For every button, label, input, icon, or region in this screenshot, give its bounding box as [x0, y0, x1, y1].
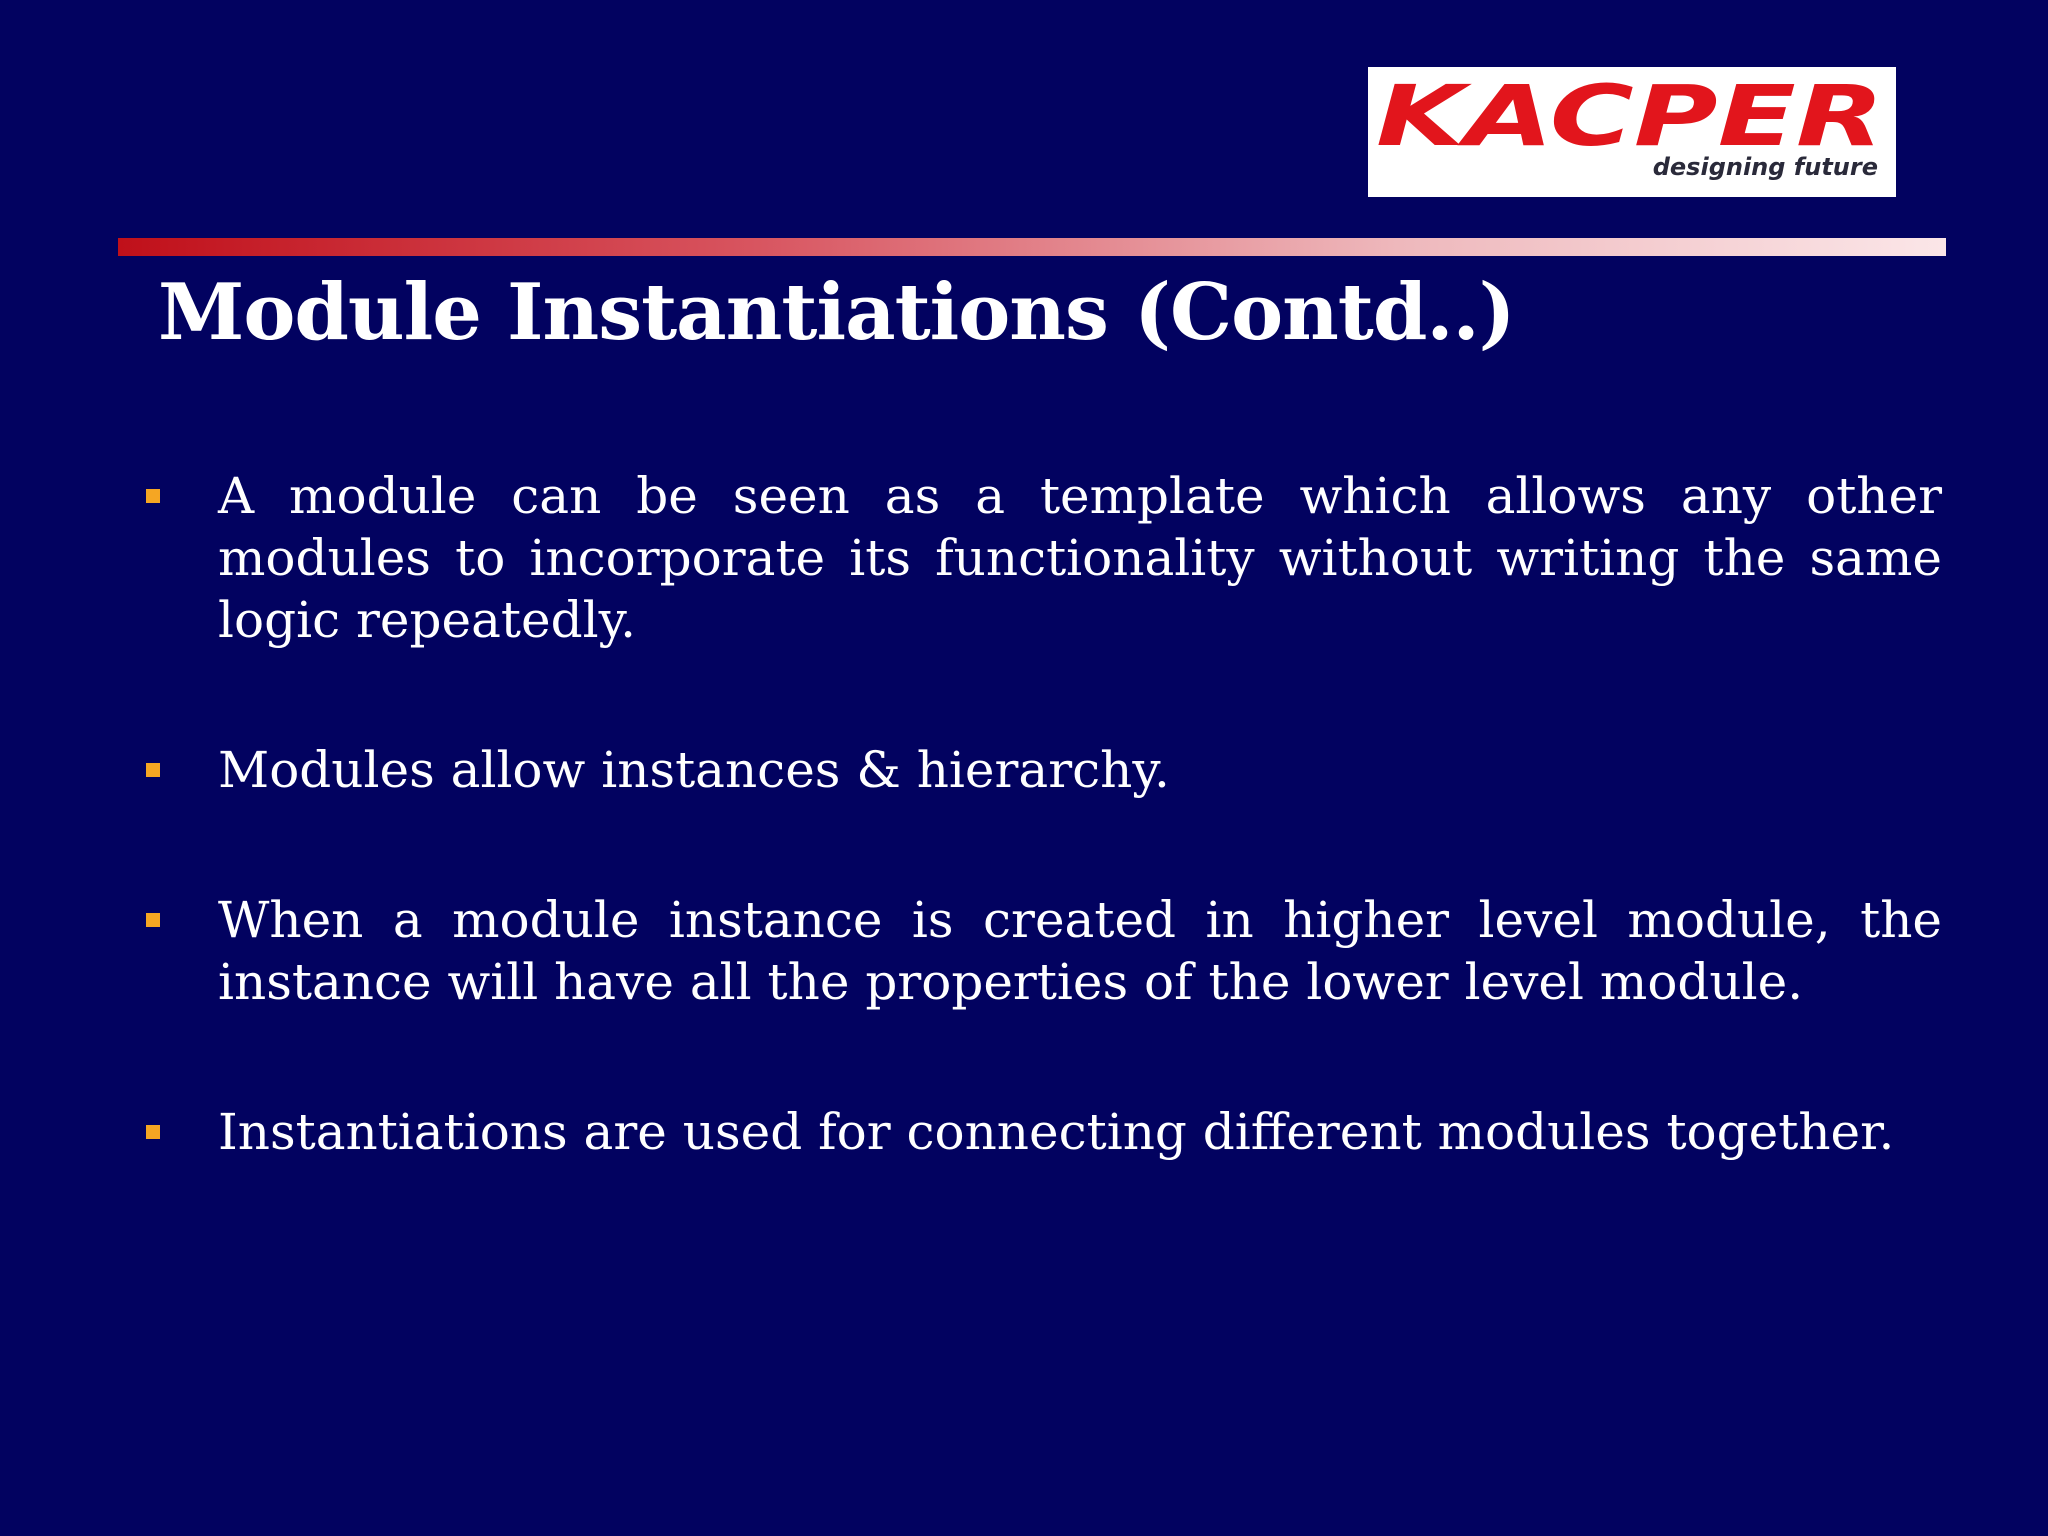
- bullet-text: Modules allow instances & hierarchy.: [218, 741, 1170, 799]
- bullet-item: [140, 465, 1942, 651]
- logo-tagline-text: designing future: [1652, 153, 1878, 181]
- square-bullet-icon: [146, 913, 160, 927]
- square-bullet-icon: [146, 763, 160, 777]
- bullet-item: [140, 1101, 1942, 1163]
- slide-title: Module Instantiations (Contd..): [158, 267, 1515, 358]
- bullet-list: [140, 465, 1942, 1251]
- square-bullet-icon: [146, 1125, 160, 1139]
- logo-brand-text: KACPER: [1376, 67, 1884, 165]
- title-divider: [118, 238, 1946, 256]
- bullet-text: Instantiations are used for connecting different modules together.: [218, 1103, 1895, 1161]
- bullet-text: A module can be seen as a template which allows any other modules to incorporate its functionality without writing the same logic repeatedly.: [218, 467, 1942, 649]
- bullet-item: [140, 739, 1942, 801]
- bullet-item: [140, 889, 1942, 1013]
- company-logo: [1368, 67, 1896, 197]
- bullet-text: When a module instance is created in higher level module, the instance will have all the properties of the lower level module.: [218, 891, 1942, 1011]
- kacper-logo-graphic: [1368, 67, 1896, 197]
- square-bullet-icon: [146, 489, 160, 503]
